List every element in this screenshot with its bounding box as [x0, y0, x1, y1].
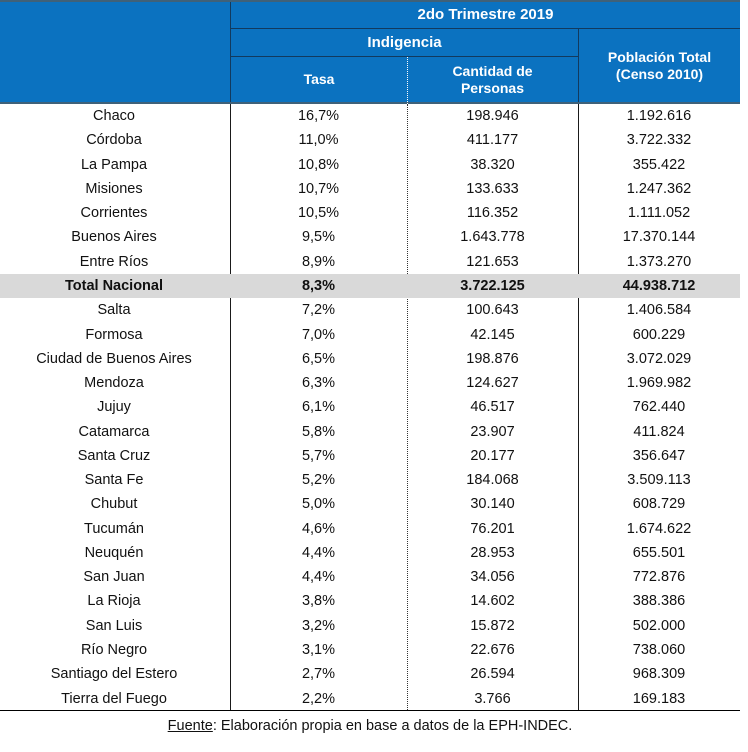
- cell-cantidad: 3.722.125: [460, 277, 525, 294]
- table-row: [0, 686, 740, 710]
- cell-poblacion: 355.422: [632, 156, 686, 173]
- cell-tasa: 8,9%: [301, 253, 336, 270]
- cell-provincia: La Rioja: [87, 593, 141, 610]
- cell-provincia: Corrientes: [80, 205, 148, 222]
- header-col-poblacion-line1: Población Total: [607, 48, 712, 65]
- cell-tasa: 9,5%: [301, 229, 336, 246]
- cell-cantidad: 198.876: [466, 350, 519, 367]
- cell-cantidad: 116.352: [466, 205, 519, 222]
- table-body: [0, 104, 740, 711]
- cell-cantidad: 26.594: [470, 666, 515, 683]
- header-col-poblacion: [578, 29, 740, 102]
- cell-provincia: Entre Ríos: [79, 253, 149, 270]
- cell-provincia: Jujuy: [97, 399, 131, 416]
- cell-cantidad: 30.140: [470, 496, 515, 513]
- cell-poblacion: 17.370.144: [622, 229, 696, 246]
- cell-provincia: San Luis: [85, 617, 143, 634]
- header-col-poblacion-line2: (Censo 2010): [615, 65, 704, 82]
- cell-cantidad: 42.145: [470, 326, 515, 343]
- cell-provincia: Formosa: [85, 326, 143, 343]
- table-row: [0, 614, 740, 638]
- cell-tasa: 16,7%: [297, 108, 340, 125]
- cell-poblacion: 968.309: [632, 666, 686, 683]
- table-header: [0, 0, 740, 104]
- cell-provincia: San Juan: [83, 569, 145, 586]
- table-row: [0, 371, 740, 395]
- cell-provincia: Córdoba: [86, 132, 142, 149]
- source-separator: :: [212, 718, 221, 734]
- cell-poblacion: 3.072.029: [626, 350, 692, 367]
- cell-cantidad: 38.320: [470, 156, 515, 173]
- header-column-divider-dotted: [407, 57, 408, 106]
- cell-cantidad: 100.643: [466, 302, 519, 319]
- cell-tasa: 10,7%: [297, 180, 340, 197]
- table-row: [0, 298, 740, 322]
- table-row: [0, 638, 740, 662]
- cell-tasa: 4,6%: [301, 520, 336, 537]
- cell-poblacion: 655.501: [632, 544, 686, 561]
- cell-poblacion: 356.647: [632, 447, 686, 464]
- table-row: [0, 322, 740, 346]
- header-group-indigencia: Indigencia: [230, 29, 578, 57]
- cell-provincia: Chaco: [93, 108, 135, 125]
- cell-tasa: 6,1%: [301, 399, 336, 416]
- table-row: [0, 250, 740, 274]
- table-row: [0, 104, 740, 128]
- cell-provincia: Salta: [97, 302, 131, 319]
- cell-poblacion: 3.722.332: [626, 132, 692, 149]
- cell-tasa: 2,7%: [301, 666, 336, 683]
- table-row-total: [0, 274, 740, 298]
- cell-tasa: 2,2%: [301, 690, 336, 707]
- header-col-cantidad-line1: Cantidad de: [452, 62, 533, 79]
- table-row: [0, 347, 740, 371]
- header-corner-cell: [0, 2, 230, 102]
- cell-tasa: 5,0%: [301, 496, 336, 513]
- cell-cantidad: 22.676: [470, 641, 515, 658]
- table-row: [0, 128, 740, 152]
- cell-poblacion: 44.938.712: [622, 277, 696, 294]
- header-col-tasa: Tasa: [230, 57, 407, 102]
- cell-provincia: Río Negro: [80, 641, 148, 658]
- header-quarter-span: 2do Trimestre 2019: [230, 2, 740, 29]
- cell-cantidad: 34.056: [470, 569, 515, 586]
- cell-tasa: 3,1%: [301, 641, 336, 658]
- cell-poblacion: 1.192.616: [626, 108, 692, 125]
- cell-poblacion: 600.229: [632, 326, 686, 343]
- table-row: [0, 201, 740, 225]
- table-row: [0, 517, 740, 541]
- cell-poblacion: 1.373.270: [626, 253, 692, 270]
- table-row: [0, 444, 740, 468]
- cell-provincia: Santa Fe: [84, 472, 144, 489]
- cell-cantidad: 15.872: [470, 617, 515, 634]
- cell-tasa: 5,7%: [301, 447, 336, 464]
- cell-provincia: La Pampa: [80, 156, 148, 173]
- cell-tasa: 4,4%: [301, 544, 336, 561]
- cell-tasa: 3,8%: [301, 593, 336, 610]
- table-row: [0, 468, 740, 492]
- cell-cantidad: 1.643.778: [460, 229, 525, 246]
- cell-cantidad: 121.653: [466, 253, 519, 270]
- cell-provincia: Misiones: [85, 180, 143, 197]
- table-row: [0, 492, 740, 516]
- cell-poblacion: 738.060: [632, 641, 686, 658]
- source-text: Elaboración propia en base a datos de la EPH-INDEC.: [220, 718, 573, 734]
- cell-poblacion: 411.824: [633, 423, 685, 440]
- cell-poblacion: 1.247.362: [626, 180, 692, 197]
- cell-poblacion: 502.000: [632, 617, 686, 634]
- table-row: [0, 419, 740, 443]
- cell-provincia: Chubut: [90, 496, 138, 513]
- table-row: [0, 225, 740, 249]
- cell-cantidad: 20.177: [470, 447, 515, 464]
- cell-poblacion: 762.440: [632, 399, 686, 416]
- source-note: [0, 711, 740, 735]
- cell-cantidad: 28.953: [470, 544, 515, 561]
- cell-poblacion: 1.969.982: [626, 375, 692, 392]
- cell-cantidad: 133.633: [466, 180, 519, 197]
- cell-cantidad: 14.602: [470, 593, 515, 610]
- cell-poblacion: 1.406.584: [626, 302, 692, 319]
- cell-tasa: 6,5%: [301, 350, 336, 367]
- table-row: [0, 589, 740, 613]
- cell-cantidad: 23.907: [470, 423, 515, 440]
- cell-tasa: 8,3%: [301, 277, 336, 294]
- cell-cantidad: 124.627: [466, 375, 519, 392]
- cell-provincia: Ciudad de Buenos Aires: [36, 350, 192, 367]
- cell-provincia: Total Nacional: [64, 277, 164, 294]
- cell-provincia: Neuquén: [84, 544, 144, 561]
- table-row: [0, 565, 740, 589]
- cell-tasa: 4,4%: [301, 569, 336, 586]
- cell-tasa: 5,8%: [301, 423, 336, 440]
- source-label: Fuente: [167, 718, 213, 734]
- cell-poblacion: 772.876: [632, 569, 686, 586]
- cell-cantidad: 3.766: [474, 690, 511, 707]
- cell-cantidad: 411.177: [466, 132, 519, 149]
- cell-provincia: Catamarca: [78, 423, 150, 440]
- cell-poblacion: 388.386: [632, 593, 686, 610]
- cell-tasa: 7,0%: [301, 326, 336, 343]
- cell-cantidad: 76.201: [470, 520, 515, 537]
- cell-provincia: Mendoza: [84, 375, 144, 392]
- cell-tasa: 10,5%: [297, 205, 340, 222]
- table-row: [0, 541, 740, 565]
- header-col-cantidad: [407, 57, 578, 102]
- cell-cantidad: 46.517: [470, 399, 515, 416]
- cell-poblacion: 608.729: [632, 496, 686, 513]
- cell-provincia: Santa Cruz: [77, 447, 151, 464]
- cell-poblacion: 169.183: [632, 690, 686, 707]
- cell-tasa: 10,8%: [297, 156, 340, 173]
- cell-provincia: Tierra del Fuego: [61, 690, 167, 707]
- header-col-cantidad-line2: Personas: [460, 79, 525, 96]
- cell-tasa: 11,0%: [298, 132, 339, 149]
- cell-poblacion: 1.111.052: [627, 205, 691, 222]
- cell-tasa: 5,2%: [301, 472, 336, 489]
- cell-provincia: Tucumán: [84, 520, 144, 537]
- cell-tasa: 3,2%: [301, 617, 336, 634]
- table-row: [0, 177, 740, 201]
- cell-provincia: Santiago del Estero: [50, 666, 178, 683]
- cell-cantidad: 184.068: [466, 472, 519, 489]
- table-row: [0, 395, 740, 419]
- cell-poblacion: 3.509.113: [627, 472, 691, 489]
- table-row: [0, 662, 740, 686]
- cell-poblacion: 1.674.622: [626, 520, 692, 537]
- table-row: [0, 153, 740, 177]
- cell-tasa: 6,3%: [301, 375, 336, 392]
- cell-provincia: Buenos Aires: [71, 229, 157, 246]
- cell-tasa: 7,2%: [301, 302, 336, 319]
- cell-cantidad: 198.946: [466, 108, 519, 125]
